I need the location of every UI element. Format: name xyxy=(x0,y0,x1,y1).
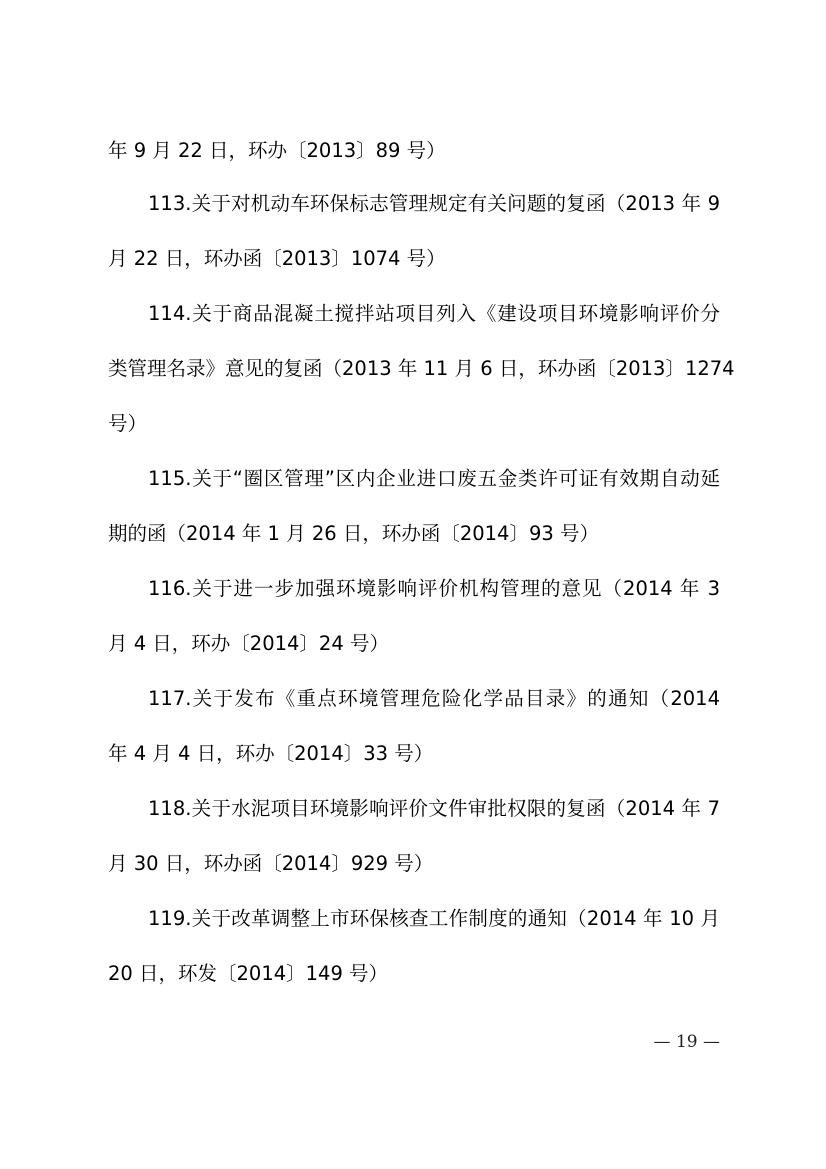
item-114-title: 114.关于商品混凝土搅拌站项目列入《建设项目环境影响评价分 xyxy=(148,302,720,325)
text-line: 月 30 日，环办函〔2014〕929 号） xyxy=(108,852,434,875)
text-line: 月 22 日，环办函〔2013〕1074 号） xyxy=(108,247,446,270)
item-118-title: 118.关于水泥项目环境影响评价文件审批权限的复函（2014 年 7 xyxy=(148,797,720,820)
text-line: 年 9 月 22 日，环办〔2013〕89 号） xyxy=(108,139,446,162)
text-line: 20 日，环发〔2014〕149 号） xyxy=(108,962,389,985)
text-line: 类管理名录》意见的复函（2013 年 11 月 6 日，环办函〔2013〕1274 xyxy=(108,357,735,380)
item-115-title: 115.关于“圈区管理”区内企业进口废五金类许可证有效期自动延 xyxy=(148,467,720,490)
page-number: — 19 — xyxy=(653,1032,720,1052)
item-113-title: 113.关于对机动车环保标志管理规定有关问题的复函（2013 年 9 xyxy=(148,192,720,215)
text-line: 期的函（2014 年 1 月 26 日，环办函〔2014〕93 号） xyxy=(108,522,599,545)
item-117-title: 117.关于发布《重点环境管理危险化学品目录》的通知（2014 xyxy=(148,687,720,710)
text-line: 月 4 日，环办〔2014〕24 号） xyxy=(108,632,389,655)
text-line: 年 4 月 4 日，环办〔2014〕33 号） xyxy=(108,742,434,765)
item-116-title: 116.关于进一步加强环境影响评价机构管理的意见（2014 年 3 xyxy=(148,577,720,600)
item-119-title: 119.关于改革调整上市环保核查工作制度的通知（2014 年 10 月 xyxy=(148,907,720,930)
text-line: 号） xyxy=(108,412,148,435)
